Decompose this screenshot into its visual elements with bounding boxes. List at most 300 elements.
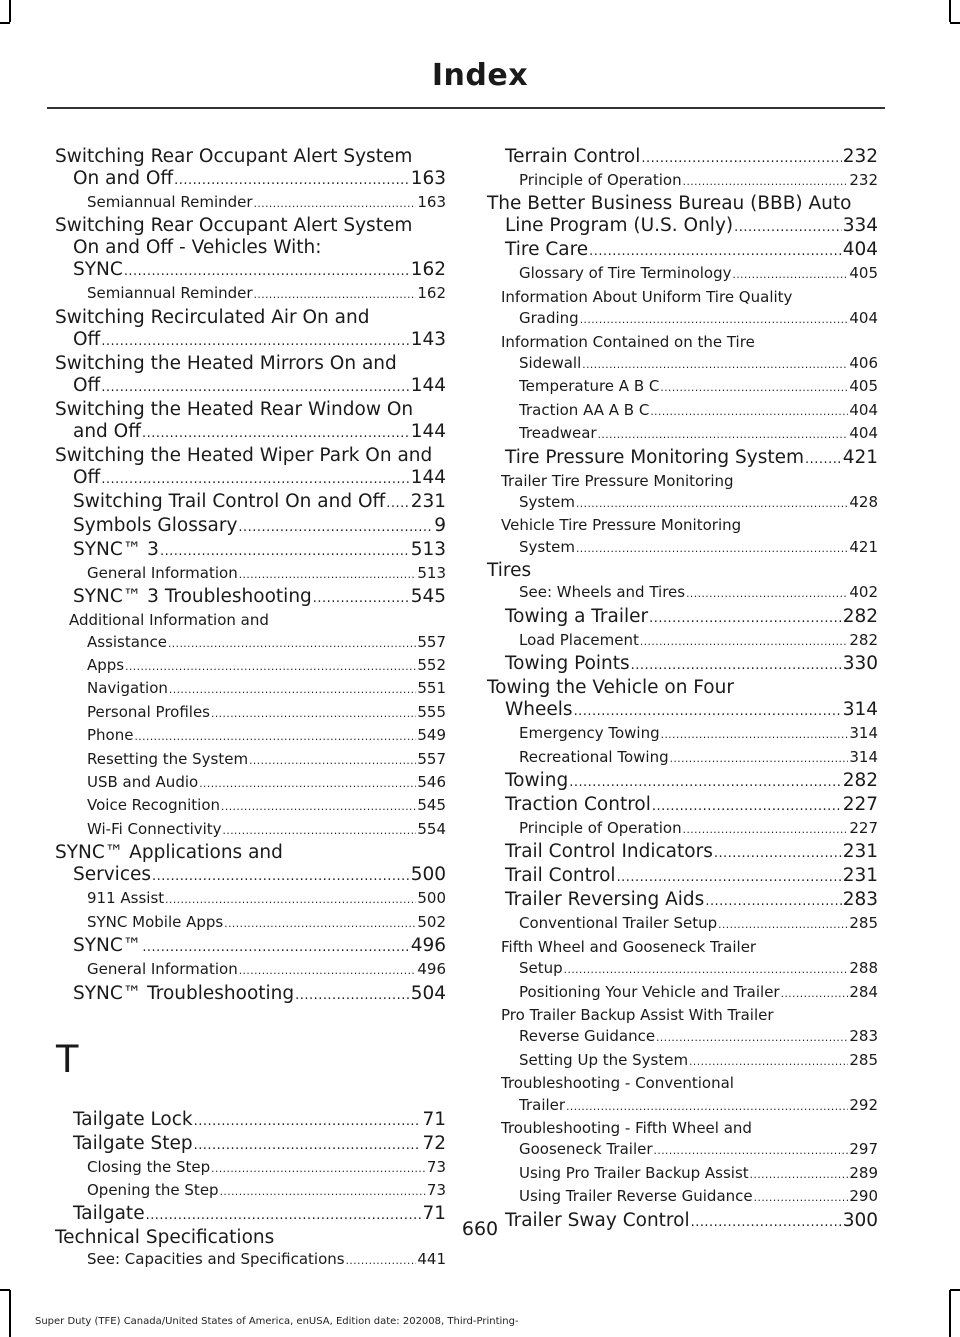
crop-mark <box>0 22 10 24</box>
page-reference: 143 <box>410 328 446 350</box>
dot-leader <box>346 1251 417 1272</box>
dot-leader <box>134 727 416 748</box>
entry-label: Towing the Vehicle on Four <box>487 677 734 699</box>
page-reference: 330 <box>842 653 878 675</box>
dot-leader <box>124 261 410 283</box>
entry-label: SYNC™ <box>73 935 142 957</box>
index-entry[interactable] <box>487 865 878 889</box>
entry-label: Switching the Heated Rear Window On <box>55 398 414 420</box>
index-subentry[interactable] <box>487 723 878 746</box>
page-reference: 405 <box>849 264 878 283</box>
index-subentry[interactable] <box>487 1005 878 1050</box>
dot-leader <box>211 1159 426 1180</box>
entry-label: Navigation <box>87 679 168 698</box>
index-subentry[interactable] <box>55 1249 446 1272</box>
entry-label: Positioning Your Vehicle and Trailer <box>519 982 780 1001</box>
page-reference: 300 <box>842 1209 878 1231</box>
page-reference: 289 <box>849 1163 878 1182</box>
crop-mark <box>0 1289 10 1291</box>
entry-label: Wi-Fi Connectivity <box>87 819 222 838</box>
entry-label: Using Pro Trailer Backup Assist <box>519 1163 749 1182</box>
entry-label: Sidewall <box>519 354 582 373</box>
index-subentry[interactable] <box>487 582 878 605</box>
index-entry[interactable] <box>55 399 446 445</box>
entry-label: Services <box>73 864 152 886</box>
index-subentry[interactable] <box>487 982 878 1005</box>
page-reference: 500 <box>417 889 446 908</box>
index-subentry[interactable] <box>487 287 878 332</box>
page-reference: 292 <box>849 1095 878 1114</box>
entry-label: Troubleshooting - Conventional <box>501 1074 734 1093</box>
index-entry[interactable] <box>487 794 878 818</box>
page-reference: 404 <box>842 239 878 261</box>
index-subentry[interactable] <box>55 888 446 911</box>
entry-label: Information About Uniform Tire Quality <box>501 287 793 306</box>
page-number: 660 <box>461 1218 499 1240</box>
page-reference: 163 <box>417 193 446 211</box>
dot-leader <box>589 241 842 263</box>
entry-label: Trail Control Indicators <box>505 841 713 863</box>
dot-leader <box>142 423 410 445</box>
entry-label: Tailgate <box>73 1203 145 1225</box>
dot-leader <box>641 148 841 170</box>
index-subentry[interactable] <box>487 1050 878 1073</box>
index-subentry[interactable] <box>487 170 878 193</box>
page-reference: 557 <box>417 749 446 768</box>
page-reference: 283 <box>849 1027 878 1046</box>
page-reference: 232 <box>842 146 878 167</box>
index-column-right <box>487 146 878 1234</box>
entry-label: SYNC™ Troubleshooting <box>73 982 295 1004</box>
dot-leader <box>239 961 417 982</box>
dot-leader <box>566 1097 848 1118</box>
entry-label: Information Contained on the Tire <box>501 332 755 351</box>
page-reference: 552 <box>417 656 446 675</box>
page-reference: 232 <box>849 171 878 189</box>
dot-leader <box>165 890 416 911</box>
entry-label: Switching Rear Occupant Alert System <box>55 146 413 167</box>
index-subentry[interactable] <box>55 702 446 725</box>
entry-label: SYNC Mobile Apps <box>87 912 224 931</box>
page-reference: 285 <box>849 914 878 933</box>
entry-label: 911 Assist <box>87 889 165 908</box>
entry-label: Principle of Operation <box>519 818 682 837</box>
entry-label: General Information <box>87 563 238 582</box>
dot-leader <box>221 797 416 818</box>
dot-leader <box>254 194 417 215</box>
dot-leader <box>580 310 849 331</box>
entry-label: Traction Control <box>505 793 651 815</box>
dot-leader <box>142 937 409 959</box>
page-reference: 72 <box>422 1132 446 1154</box>
index-subentry[interactable] <box>487 423 878 446</box>
page-title: Index <box>431 58 529 93</box>
index-entry[interactable] <box>55 215 446 283</box>
crop-mark <box>950 1289 960 1291</box>
dot-leader <box>631 655 842 677</box>
index-subentry[interactable] <box>55 610 446 655</box>
index-entry[interactable] <box>55 1133 446 1157</box>
crop-mark <box>9 1290 11 1337</box>
crop-mark <box>949 0 951 22</box>
crop-mark <box>950 22 960 24</box>
dot-leader <box>125 657 416 678</box>
page-reference: 227 <box>849 818 878 837</box>
entry-label: Switching Rear Occupant Alert System <box>55 215 413 237</box>
dot-leader <box>714 843 842 865</box>
dot-leader <box>220 1182 426 1203</box>
dot-leader <box>224 914 416 935</box>
page-reference: 231 <box>842 841 878 863</box>
dot-leader <box>194 1111 422 1133</box>
page-reference: 555 <box>417 702 446 721</box>
dot-leader <box>686 584 848 605</box>
crop-mark <box>949 1290 951 1337</box>
index-entry[interactable] <box>55 842 446 888</box>
page-reference: 282 <box>849 630 878 649</box>
header-divider <box>47 107 885 109</box>
page-reference: 545 <box>410 586 446 608</box>
dot-leader <box>598 425 849 446</box>
page-reference: 404 <box>849 424 878 443</box>
entry-label: SYNC™ Applications and <box>55 842 283 864</box>
entry-label: Treadwear <box>519 424 597 443</box>
index-entry[interactable] <box>487 606 878 630</box>
dot-leader <box>661 725 849 746</box>
entry-label: The Better Business Bureau (BBB) Auto <box>487 193 852 215</box>
index-subentry[interactable] <box>55 749 446 772</box>
index-entry[interactable] <box>55 307 446 353</box>
dot-leader <box>574 701 842 723</box>
entry-label: Towing <box>505 769 569 791</box>
entry-label: Tires <box>487 560 532 582</box>
entry-label: Tire Pressure Monitoring System <box>505 446 805 468</box>
index-entry[interactable] <box>55 539 446 563</box>
page-reference: 285 <box>849 1050 878 1069</box>
entry-label: Recreational Towing <box>519 747 669 766</box>
dot-leader <box>781 984 849 1005</box>
dot-leader <box>564 960 849 981</box>
entry-label: Tailgate Step <box>73 1132 193 1154</box>
page-reference: 73 <box>426 1157 446 1176</box>
dot-leader <box>649 608 842 630</box>
entry-label: Pro Trailer Backup Assist With Trailer <box>501 1005 774 1024</box>
page-reference: 288 <box>849 959 878 978</box>
dot-leader <box>152 866 410 888</box>
index-subentry[interactable] <box>487 1118 878 1163</box>
dot-leader <box>211 704 416 725</box>
entry-label: Towing a Trailer <box>505 605 649 627</box>
dot-leader <box>168 634 416 655</box>
dot-leader <box>223 821 417 842</box>
dot-leader <box>313 588 410 610</box>
entry-label: Tire Care <box>505 239 589 261</box>
index-subentry[interactable] <box>487 1073 878 1118</box>
dot-leader <box>805 449 842 471</box>
index-subentry[interactable] <box>487 471 878 516</box>
page-reference: 163 <box>410 168 446 189</box>
entry-label: Symbols Glossary <box>73 514 238 536</box>
dot-leader <box>174 170 410 192</box>
entry-label: Load Placement <box>519 630 639 649</box>
index-subentry[interactable] <box>55 959 446 982</box>
dot-leader <box>199 774 416 795</box>
index-entry[interactable] <box>55 935 446 959</box>
entry-label: Using Trailer Reverse Guidance <box>519 1187 753 1206</box>
entry-label: Technical Specifications <box>55 1227 275 1249</box>
page-reference: 290 <box>849 1187 878 1206</box>
page-reference: 551 <box>417 679 446 698</box>
page-reference: 404 <box>849 400 878 419</box>
page-reference: 144 <box>410 466 446 488</box>
dot-leader <box>576 494 848 515</box>
page-reference: 549 <box>417 726 446 745</box>
index-subentry[interactable] <box>55 912 446 935</box>
entry-label: Conventional Trailer Setup <box>519 914 718 933</box>
index-entry[interactable] <box>487 146 878 170</box>
page-reference: 144 <box>410 420 446 442</box>
entry-label: Opening the Step <box>87 1180 219 1199</box>
index-entry[interactable] <box>55 586 446 610</box>
page-reference: 282 <box>842 605 878 627</box>
index-entry[interactable] <box>487 239 878 263</box>
entry-label: Trailer Sway Control <box>505 1209 690 1231</box>
page-reference: 71 <box>422 1108 446 1130</box>
index-subentry[interactable] <box>487 332 878 377</box>
entry-label: Fifth Wheel and Gooseneck Trailer <box>501 937 757 956</box>
index-subentry[interactable] <box>55 795 446 818</box>
dot-leader <box>734 217 842 239</box>
entry-label: Glossary of Tire Terminology <box>519 264 732 283</box>
entry-label: Setup <box>519 959 563 978</box>
index-entry[interactable] <box>55 1109 446 1133</box>
index-subentry[interactable] <box>55 819 446 842</box>
page-reference: 162 <box>417 284 446 303</box>
dot-leader <box>254 285 417 306</box>
page-reference: 334 <box>842 215 878 237</box>
entry-label: Switching the Heated Mirrors On and <box>55 352 397 374</box>
index-subentry[interactable] <box>487 376 878 399</box>
entry-label: Line Program (U.S. Only) <box>505 215 734 237</box>
dot-leader <box>194 1135 422 1157</box>
entry-label: Reverse Guidance <box>519 1027 656 1046</box>
index-subentry[interactable] <box>55 192 446 215</box>
page-reference: 404 <box>849 309 878 328</box>
index-subentry[interactable] <box>55 678 446 701</box>
entry-label: General Information <box>87 960 238 979</box>
entry-label: See: Wheels and Tires <box>519 583 686 602</box>
dot-leader <box>640 632 848 653</box>
index-entry[interactable] <box>55 491 446 515</box>
entry-label: Grading <box>519 309 579 328</box>
page-reference: 282 <box>842 769 878 791</box>
section-letter: T <box>55 1036 80 1081</box>
index-subentry[interactable] <box>487 1163 878 1186</box>
entry-label: Wheels <box>505 699 573 721</box>
index-subentry[interactable] <box>55 563 446 586</box>
index-entry[interactable] <box>487 770 878 794</box>
page-reference: 500 <box>410 864 446 886</box>
page-reference: 297 <box>849 1140 878 1159</box>
index-subentry[interactable] <box>487 400 878 423</box>
index-entry[interactable] <box>487 677 878 723</box>
page-reference: 231 <box>410 490 446 512</box>
dot-leader <box>576 539 848 560</box>
page-reference: 557 <box>417 632 446 651</box>
page-reference: 9 <box>434 514 446 536</box>
page-reference: 162 <box>410 259 446 281</box>
entry-label: Resetting the System <box>87 749 249 768</box>
entry-label: Trailer Tire Pressure Monitoring <box>501 471 734 490</box>
entry-label: Towing Points <box>505 653 630 675</box>
index-subentry[interactable] <box>487 1186 878 1209</box>
entry-label: Trailer Reversing Aids <box>505 889 705 911</box>
page-reference: 546 <box>417 773 446 792</box>
entry-label: System <box>519 493 575 512</box>
page-reference: 513 <box>417 563 446 582</box>
index-subentry[interactable] <box>55 1157 446 1180</box>
dot-leader <box>101 331 409 353</box>
page-reference: 428 <box>849 493 878 512</box>
dot-leader <box>101 469 409 491</box>
page-reference: 402 <box>849 583 878 602</box>
entry-label: SYNC <box>73 259 123 281</box>
dot-leader <box>160 541 410 563</box>
index-subentry[interactable] <box>487 630 878 653</box>
index-subentry[interactable] <box>487 747 878 770</box>
entry-label: USB and Audio <box>87 773 199 792</box>
dot-leader <box>238 517 433 539</box>
index-entry[interactable] <box>55 983 446 1007</box>
dot-leader <box>683 172 849 193</box>
dot-leader <box>239 565 417 586</box>
dot-leader <box>582 355 848 376</box>
dot-leader <box>617 867 842 889</box>
dot-leader <box>754 1188 849 1209</box>
index-entry[interactable] <box>55 515 446 539</box>
dot-leader <box>654 1141 849 1162</box>
dot-leader <box>670 749 849 770</box>
page-reference: 554 <box>417 819 446 838</box>
entry-label: Additional Information and <box>69 611 269 630</box>
footer-edition-text: Super Duty (TFE) Canada/United States of America, enUSA, Edition date: 202008, Third-Printing- <box>35 1316 519 1327</box>
entry-label: Semiannual Reminder <box>87 284 253 303</box>
index-entry[interactable] <box>487 560 878 582</box>
dot-leader <box>169 680 416 701</box>
dot-leader <box>652 796 842 818</box>
entry-label: Setting Up the System <box>519 1050 689 1069</box>
page-reference: 496 <box>417 960 446 979</box>
entry-label: Trailer <box>519 1095 566 1114</box>
entry-label: Gooseneck Trailer <box>519 1140 653 1159</box>
page-reference: 441 <box>417 1250 446 1269</box>
index-entry[interactable] <box>487 653 878 677</box>
page-reference: 406 <box>849 354 878 373</box>
index-column-left <box>55 146 446 1273</box>
page-reference: 502 <box>417 912 446 931</box>
index-subentry[interactable] <box>487 263 878 286</box>
entry-label: Vehicle Tire Pressure Monitoring <box>501 516 742 535</box>
index-entry[interactable] <box>487 889 878 913</box>
page-reference: 283 <box>842 889 878 911</box>
entry-label: On and Off - Vehicles With: <box>73 237 322 259</box>
dot-leader <box>750 1165 849 1186</box>
entry-label: SYNC™ 3 <box>73 538 159 560</box>
dot-leader <box>683 820 849 841</box>
index-subentry[interactable] <box>55 283 446 306</box>
entry-label: Tailgate Lock <box>73 1108 193 1130</box>
index-entry[interactable] <box>487 447 878 471</box>
page-reference: 421 <box>842 446 878 468</box>
dot-leader <box>718 915 848 936</box>
dot-leader <box>569 772 841 794</box>
page-reference: 73 <box>426 1180 446 1199</box>
entry-label: Assistance <box>87 632 167 651</box>
page-reference: 513 <box>410 538 446 560</box>
entry-label: Switching Recirculated Air On and <box>55 306 370 328</box>
page-reference: 144 <box>410 374 446 396</box>
entry-label: Phone <box>87 726 134 745</box>
page-reference: 421 <box>849 537 878 556</box>
entry-label: Emergency Towing <box>519 724 660 743</box>
index-entry[interactable] <box>487 193 878 239</box>
dot-leader <box>386 493 409 515</box>
index-entry[interactable] <box>55 146 446 192</box>
entry-label: Closing the Step <box>87 1157 211 1176</box>
index-subentry[interactable] <box>55 725 446 748</box>
index-subentry[interactable] <box>55 772 446 795</box>
entry-label: Terrain Control <box>505 146 641 167</box>
dot-leader <box>660 378 848 399</box>
dot-leader <box>650 402 848 423</box>
entry-label: Semiannual Reminder <box>87 193 253 211</box>
page-reference: 314 <box>842 699 878 721</box>
dot-leader <box>101 377 409 399</box>
page-reference: 496 <box>410 935 446 957</box>
page-reference: 231 <box>842 865 878 887</box>
entry-label: Apps <box>87 656 125 675</box>
page-reference: 71 <box>422 1203 446 1225</box>
index-subentry[interactable] <box>487 913 878 936</box>
index-subentry[interactable] <box>55 1180 446 1203</box>
dot-leader <box>656 1028 848 1049</box>
entry-label: Troubleshooting - Fifth Wheel and <box>501 1118 752 1137</box>
page-reference: 545 <box>417 796 446 815</box>
entry-label: and Off <box>73 420 141 442</box>
index-subentry[interactable] <box>487 515 878 560</box>
entry-label: Trail Control <box>505 865 616 887</box>
dot-leader <box>689 1052 848 1073</box>
entry-label: Switching the Heated Wiper Park On and <box>55 444 433 466</box>
index-subentry[interactable] <box>487 818 878 841</box>
entry-label: Off <box>73 328 101 350</box>
entry-label: SYNC™ 3 Troubleshooting <box>73 586 312 608</box>
index-subentry[interactable] <box>487 937 878 982</box>
page-reference: 314 <box>849 724 878 743</box>
page-reference: 504 <box>410 982 446 1004</box>
entry-label: See: Capacities and Specifications <box>87 1250 345 1269</box>
index-entry[interactable] <box>55 353 446 399</box>
entry-label: Principle of Operation <box>519 171 682 189</box>
index-subentry[interactable] <box>55 655 446 678</box>
entry-label: On and Off <box>73 168 174 189</box>
dot-leader <box>249 751 416 772</box>
entry-label: Traction AA A B C <box>519 400 650 419</box>
index-entry[interactable] <box>487 841 878 865</box>
page-reference: 284 <box>849 982 878 1001</box>
dot-leader <box>295 985 410 1007</box>
index-entry[interactable] <box>55 445 446 491</box>
